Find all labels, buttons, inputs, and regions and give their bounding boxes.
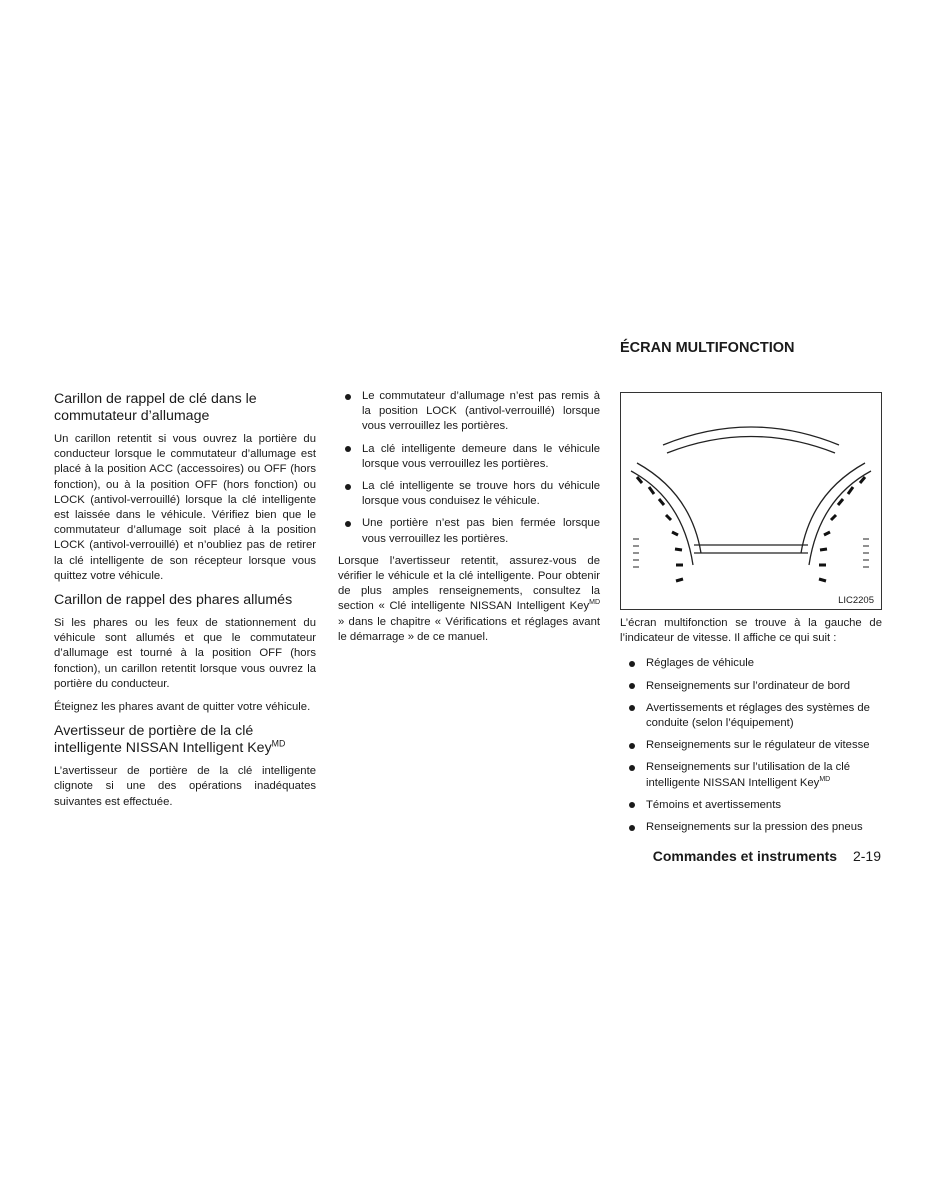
paragraph-turn-off-lights: Éteignez les phares avant de quitter votre véhicule.: [54, 701, 311, 714]
bullet-icon: [345, 394, 351, 400]
list-item: [620, 701, 882, 731]
warning-conditions-list: [338, 389, 600, 547]
list-item-text: La clé intelligente se trouve hors du véhicule lorsque vous conduisez le véhicule.: [362, 480, 600, 508]
list-item-text: Avertissements et réglages des systèmes de conduite (selon l’équipement): [646, 701, 870, 730]
bullet-icon: [629, 743, 635, 749]
list-item-text: Réglages de véhicule: [646, 657, 755, 670]
paragraph-key-reminder: Un carillon retentit si vous ouvrez la portière du conducteur lorsque le commutateur d’allumage est placé à la position ACC (accessoires) ou OFF (hors fonction), ou à la position OFF (hors fonction) ou LOCK (antivol-verrouillé) lorsque la clé intelligente est laissée dans le véhicule. Vérifiez bien que le commutateur d’allumage soit placé à la position LOCK (antivol-verrouillé) et n’oubliez pas de retirer la clé intelligente de son récepteur lorsque vous quittez votre véhicule.: [54, 433, 316, 582]
list-item-text: Une portière n’est pas bien fermée lorsque vous verrouillez les portières.: [362, 517, 600, 545]
trademark-superscript: MD: [271, 738, 286, 749]
bullet-icon: [629, 683, 635, 689]
list-item: [338, 442, 600, 472]
list-item-text: Le commutateur d’allumage n’est pas remis à la position LOCK (antivol-verrouillé) lorsque vous verrouillez les portières.: [362, 390, 600, 433]
middle-column: [338, 389, 600, 653]
paragraph-lights-chime: Si les phares ou les feux de stationnement du véhicule sont allumés et que le commutateur d’allumage est tourné à la position OFF (hors fonction), un carillon retentit lorsque vous ouvrez la portière du conducteur.: [54, 617, 316, 690]
section-heading: ÉCRAN MULTIFONCTION: [620, 340, 795, 356]
list-item: [620, 820, 882, 835]
page-number: 2-19: [852, 848, 881, 864]
bullet-icon: [629, 825, 635, 831]
list-item-text: La clé intelligente demeure dans le véhicule lorsque vous verrouillez les portières.: [362, 442, 600, 470]
bullet-icon: [345, 446, 351, 452]
heading-lights-chime: Carillon de rappel des phares allumés: [54, 592, 293, 609]
instrument-cluster-figure: [620, 392, 882, 610]
right-column: [620, 389, 882, 842]
list-item-text: Renseignements sur la pression des pneus: [646, 821, 863, 834]
paragraph-multifunction-intro: L’écran multifonction se trouve à la gauche de l’indicateur de vitesse. Il affiche ce qui suit :: [620, 617, 882, 645]
bullet-icon: [345, 484, 351, 490]
list-item: [620, 679, 882, 694]
bullet-icon: [345, 521, 351, 527]
list-item-text: Renseignements sur l’utilisation de la clé intelligente NISSAN Intelligent Key: [646, 761, 851, 789]
trademark-superscript: MD: [589, 599, 600, 607]
list-item-text: Renseignements sur l’ordinateur de bord: [646, 679, 851, 692]
paragraph-check-vehicle-b: » dans le chapitre « Vérifications et réglages avant le démarrage » de ce manuel.: [338, 615, 600, 643]
multifunction-display-list: [620, 656, 882, 835]
paragraph-check-vehicle-a: Lorsque l’avertisseur retentit, assurez-vous de vérifier le véhicule et la clé intelligente. Pour obtenir de plus amples renseignements, consultez la section « Clé intelligente NISSAN Intelligent Key: [338, 554, 600, 613]
left-column: [54, 391, 316, 818]
bullet-icon: [629, 705, 635, 711]
list-item-text: Renseignements sur le régulateur de vitesse: [646, 739, 870, 752]
bullet-icon: [629, 802, 635, 808]
bullet-icon: [629, 765, 635, 771]
list-item: [338, 479, 600, 509]
paragraph-check-vehicle: [338, 554, 600, 645]
paragraph-door-warning: L’avertisseur de portière de la clé intelligente clignote si une des opérations inadéquates suivantes est effectuée.: [54, 765, 316, 808]
footer-chapter-title: Commandes et instruments: [652, 848, 838, 864]
list-item: [620, 798, 882, 813]
list-item: [338, 516, 600, 546]
list-item: [620, 656, 882, 671]
list-item-text: Témoins et avertissements: [646, 798, 781, 811]
list-item: [620, 738, 882, 753]
heading-door-warning: [54, 723, 316, 757]
heading-door-warning-text: Avertisseur de portière de la clé intelligente NISSAN Intelligent Key: [54, 723, 272, 757]
bullet-icon: [629, 661, 635, 667]
list-item: [620, 760, 882, 790]
list-item: [338, 389, 600, 435]
heading-key-reminder-chime: Carillon de rappel de clé dans le commutateur d’allumage: [54, 391, 257, 424]
figure-label: LIC2205: [838, 595, 874, 606]
instrument-cluster-illustration: [621, 393, 881, 609]
page-footer: [653, 848, 881, 864]
trademark-superscript: MD: [819, 775, 831, 783]
